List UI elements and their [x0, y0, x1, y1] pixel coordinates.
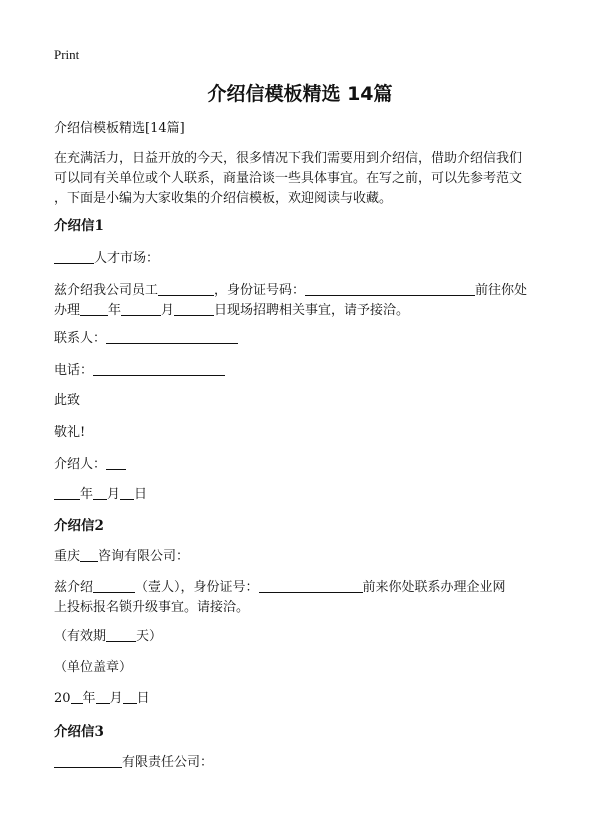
- day-blank: [120, 485, 134, 500]
- date-text: 日: [134, 487, 148, 502]
- id-number-blank: [259, 578, 363, 593]
- body-text: 月: [161, 303, 175, 318]
- letter1-recipient: [54, 249, 159, 269]
- body-text: 日现场招聘相关事宜，请予接洽。: [214, 303, 410, 318]
- letter1-introducer: [54, 455, 126, 475]
- letter3-heading: 介绍信3: [54, 724, 104, 740]
- document-subtitle: 介绍信模板精选[14篇]: [54, 121, 185, 136]
- intro-line-2: 可以同有关单位或个人联系，商量洽谈一些具体事宜。在写之前，可以先参考范文: [54, 171, 523, 186]
- body-text: 年: [108, 303, 122, 318]
- day-blank: [123, 689, 137, 704]
- date-text: 月: [109, 691, 123, 706]
- contact-label: 联系人：: [54, 331, 107, 346]
- recipient-text: 重庆: [54, 549, 81, 564]
- date-text: 日: [136, 691, 150, 706]
- body-text: ，身份证号码：: [214, 283, 306, 298]
- letter1-closing-1: 此致: [54, 393, 81, 408]
- blank-line: [80, 547, 98, 562]
- month-blank: [96, 689, 110, 704]
- letter2-body-line-1: [54, 578, 506, 598]
- body-text: （壹人），身份证号：: [135, 580, 259, 595]
- letter1-heading: 介绍信1: [54, 218, 104, 234]
- blank-line: [54, 249, 94, 264]
- year-blank: [54, 485, 80, 500]
- letter2-date: [54, 689, 150, 709]
- letter1-phone: [54, 361, 225, 381]
- date-text: 20: [54, 691, 71, 706]
- recipient-text: 人才市场：: [94, 251, 160, 266]
- id-number-blank: [305, 281, 475, 296]
- date-text: 年: [80, 487, 94, 502]
- validity-text: （有效期: [54, 629, 107, 644]
- introducer-blank: [106, 455, 126, 470]
- phone-label: 电话：: [54, 363, 94, 378]
- letter1-contact: [54, 329, 238, 349]
- letter1-body-line-2: [54, 301, 409, 321]
- employee-blank: [158, 281, 214, 296]
- year-blank: [71, 689, 83, 704]
- intro-line-1: 在充满活力，日益开放的今天，很多情况下我们需要用到介绍信，借助介绍信我们: [54, 151, 523, 166]
- introducer-label: 介绍人：: [54, 457, 107, 472]
- body-text: 办理: [54, 303, 81, 318]
- body-text: 前往你处: [475, 283, 528, 298]
- validity-blank: [106, 627, 136, 642]
- letter2-heading: 介绍信2: [54, 518, 104, 534]
- recipient-text: 咨询有限公司：: [98, 549, 190, 564]
- intro-line-3: ，下面是小编为大家收集的介绍信模板，欢迎阅读与收藏。: [54, 191, 393, 206]
- validity-text: 天）: [136, 629, 163, 644]
- document-title: 介绍信模板精选 14篇: [207, 83, 393, 105]
- letter1-body-line-1: [54, 281, 527, 301]
- phone-blank: [93, 361, 225, 376]
- body-text: 兹介绍: [54, 580, 94, 595]
- letter2-body-line-2: 上投标报名锁升级事宜。请接洽。: [54, 600, 250, 615]
- letter1-closing-2: 敬礼!: [54, 425, 86, 440]
- print-label[interactable]: Print: [54, 47, 80, 62]
- contact-blank: [106, 329, 238, 344]
- body-text: 前来你处联系办理企业网: [362, 580, 506, 595]
- date-text: 月: [107, 487, 121, 502]
- date-text: 年: [82, 691, 96, 706]
- month-blank: [93, 485, 107, 500]
- month-blank: [121, 301, 161, 316]
- blank-line: [54, 753, 122, 768]
- recipient-text: 有限责任公司：: [122, 755, 214, 770]
- day-blank: [174, 301, 214, 316]
- letter2-recipient: [54, 547, 189, 567]
- letter2-validity: [54, 627, 162, 647]
- person-blank: [93, 578, 135, 593]
- letter2-seal: （单位盖章）: [54, 660, 133, 675]
- body-text: 兹介绍我公司员工: [54, 283, 159, 298]
- letter1-date: [54, 485, 147, 505]
- letter3-recipient: [54, 753, 213, 773]
- year-blank: [80, 301, 108, 316]
